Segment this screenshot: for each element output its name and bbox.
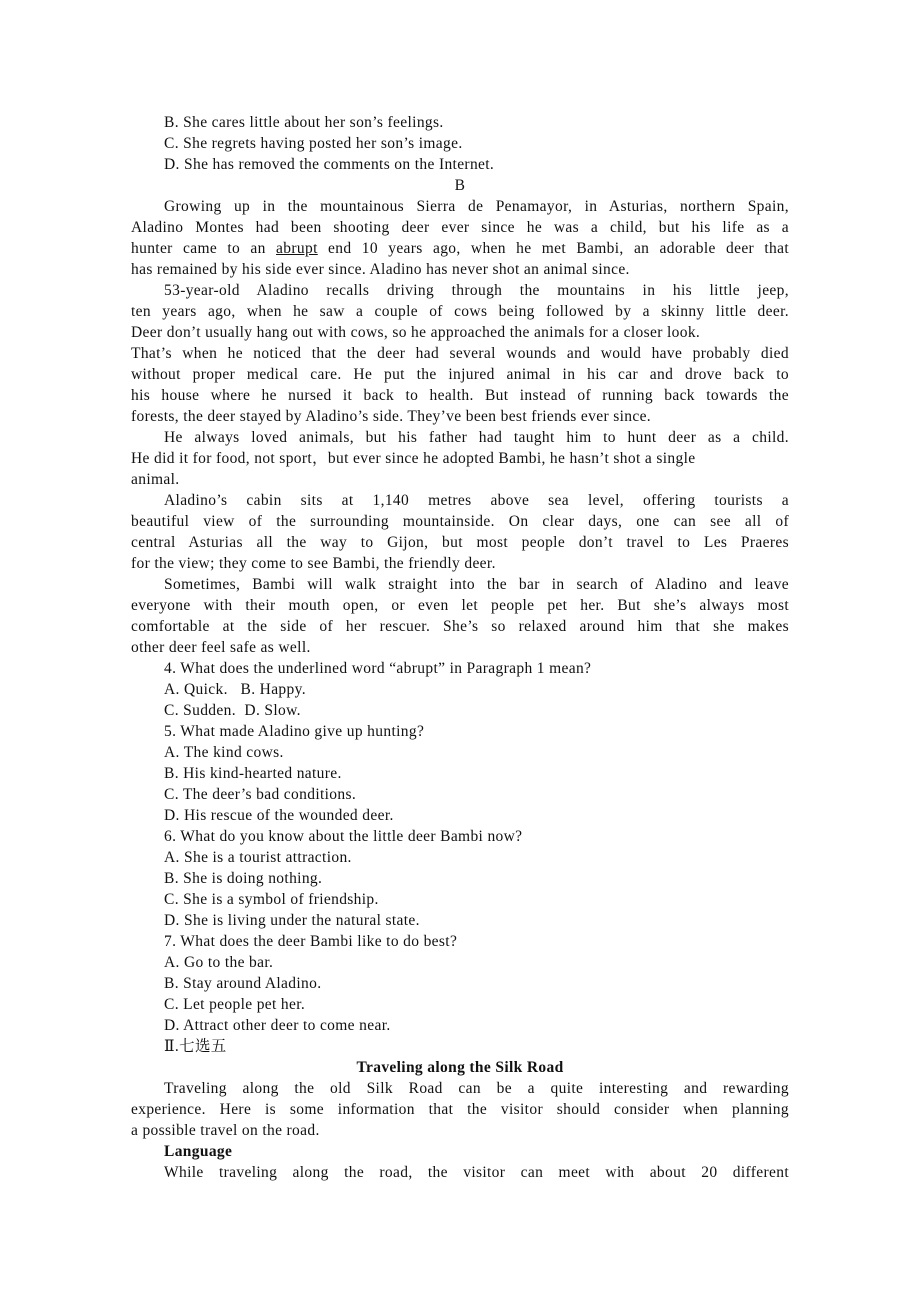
list-item: 5. What made Aladino give up hunting? <box>164 723 425 740</box>
list-item: B. Stay around Aladino. <box>164 975 322 992</box>
paragraph-line: That’s when he noticed that the deer had several wounds and would have probably died <box>131 345 789 362</box>
paragraph-line: experience. Here is some information that the visitor should consider when planning <box>131 1101 789 1118</box>
list-item: D. She is living under the natural state. <box>164 912 420 929</box>
list-item: 7. What does the deer Bambi like to do best? <box>164 933 458 950</box>
document-page <box>131 112 789 1183</box>
list-item: B. His kind-hearted nature. <box>164 765 342 782</box>
passage-title: Traveling along the Silk Road <box>356 1059 564 1076</box>
list-item: A. Quick. B. Happy. <box>164 681 306 698</box>
paragraph-line: his house where he nursed it back to health. But instead of running back towards the <box>131 387 789 404</box>
paragraph-line: While traveling along the road, the visitor can meet with about 20 different <box>164 1164 789 1181</box>
list-item: A. The kind cows. <box>164 744 284 761</box>
paragraph-line: a possible travel on the road. <box>131 1122 320 1139</box>
paragraph-line: has remained by his side ever since. Aladino has never shot an animal since. <box>131 261 630 278</box>
paragraph-line: Aladino’s cabin sits at 1,140 metres above sea level, offering tourists a <box>164 492 789 509</box>
paragraph-line: for the view; they come to see Bambi, the friendly deer. <box>131 555 496 572</box>
list-item: D. Attract other deer to come near. <box>164 1017 391 1034</box>
paragraph-line: forests, the deer stayed by Aladino’s side. They’ve been best friends ever since. <box>131 408 652 425</box>
paragraph-line: beautiful view of the surrounding mountainside. On clear days, one can see all of <box>131 513 789 530</box>
paragraph-line: Growing up in the mountainous Sierra de Penamayor, in Asturias, northern Spain, <box>164 198 789 215</box>
underlined-word: abrupt <box>276 240 318 257</box>
list-item: D. His rescue of the wounded deer. <box>164 807 394 824</box>
list-item: C. Let people pet her. <box>164 996 306 1013</box>
list-item: A. Go to the bar. <box>164 954 274 971</box>
paragraph-line: everyone with their mouth open, or even let people pet her. But she’s always most <box>131 597 789 614</box>
list-item: B. She cares little about her son’s feelings. <box>164 114 444 131</box>
list-item: C. She regrets having posted her son’s image. <box>164 135 463 152</box>
paragraph-line: ten years ago, when he saw a couple of cows being followed by a skinny little deer. <box>131 303 789 320</box>
paragraph-line: He always loved animals, but his father had taught him to hunt deer as a child. <box>164 429 789 446</box>
paragraph-line: He did it for food, not sport，but ever since he adopted Bambi, he hasn’t shot a single <box>131 450 696 467</box>
paragraph-line: 53-year-old Aladino recalls driving through the mountains in his little jeep, <box>164 282 789 299</box>
list-item: C. The deer’s bad conditions. <box>164 786 357 803</box>
list-item: A. She is a tourist attraction. <box>164 849 352 866</box>
list-item: Ⅱ.七选五 <box>164 1038 227 1055</box>
paragraph-line: Sometimes, Bambi will walk straight into the bar in search of Aladino and leave <box>164 576 789 593</box>
list-item: B. She is doing nothing. <box>164 870 323 887</box>
paragraph-line: comfortable at the side of her rescuer. She’s so relaxed around him that she makes <box>131 618 789 635</box>
list-item: 4. What does the underlined word “abrupt” in Paragraph 1 mean? <box>164 660 592 677</box>
list-item: C. Sudden. D. Slow. <box>164 702 301 719</box>
list-item: 6. What do you know about the little deer Bambi now? <box>164 828 523 845</box>
paragraph-line: Aladino Montes had been shooting deer ever since he was a child, but his life as a <box>131 219 789 236</box>
paragraph-line: without proper medical care. He put the injured animal in his car and drove back to <box>131 366 789 383</box>
paragraph-line: other deer feel safe as well. <box>131 639 311 656</box>
section-label: B <box>454 177 466 194</box>
list-item: D. She has removed the comments on the Internet. <box>164 156 495 173</box>
paragraph-line: Traveling along the old Silk Road can be a quite interesting and rewarding <box>164 1080 789 1097</box>
paragraph-line: Deer don’t usually hang out with cows, so he approached the animals for a closer look. <box>131 324 701 341</box>
list-item: C. She is a symbol of friendship. <box>164 891 379 908</box>
paragraph-line: hunter came to an abrupt end 10 years ago, when he met Bambi, an adorable deer that <box>131 240 789 257</box>
paragraph-line: central Asturias all the way to Gijon, but most people don’t travel to Les Praeres <box>131 534 789 551</box>
subheading: Language <box>164 1143 233 1160</box>
paragraph-line: animal. <box>131 471 180 488</box>
